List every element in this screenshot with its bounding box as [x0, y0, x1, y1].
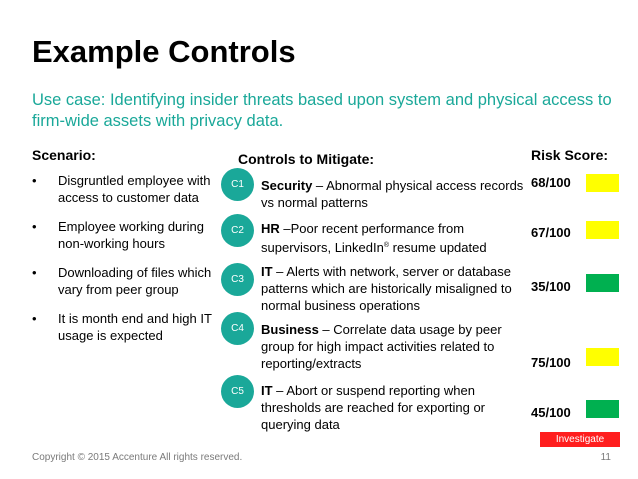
risk-score-value: 75/100 — [531, 355, 571, 370]
page-number: 11 — [600, 452, 611, 463]
risk-score-value: 68/100 — [531, 175, 571, 190]
control-item-c2: HR –Poor recent performance from supervisors, LinkedIn® resume updated — [261, 221, 487, 255]
list-item: • It is month end and high IT usage is expected — [32, 311, 212, 343]
control-badge-c1: C1 — [221, 168, 254, 201]
page-title: Example Controls — [32, 34, 296, 69]
control-badge-c2: C2 — [221, 214, 254, 247]
list-item: • Employee working during non-working hours — [32, 219, 204, 251]
risk-score-heading: Risk Score: — [531, 147, 609, 163]
risk-indicator — [586, 274, 619, 292]
risk-score-value: 45/100 — [531, 405, 571, 420]
risk-score-value: 35/100 — [531, 279, 571, 294]
risk-indicator — [586, 400, 619, 418]
risk-indicator — [586, 221, 619, 239]
risk-indicator — [586, 348, 619, 366]
control-badge-c5: C5 — [221, 375, 254, 408]
control-item-c3: IT – Alerts with network, server or database patterns which are historically misaligned to normal business operations — [261, 264, 512, 313]
copyright-footer: Copyright © 2015 Accenture All rights reserved. — [32, 452, 243, 463]
investigate-button[interactable]: Investigate — [540, 432, 620, 447]
control-item-c4: Business – Correlate data usage by peer group for high impact activities related to reporting/extracts — [261, 322, 502, 371]
scenario-list — [32, 172, 222, 356]
risk-indicator — [586, 174, 619, 192]
list-item: • Disgruntled employee with access to customer data — [32, 173, 211, 205]
control-item-c5: IT – Abort or suspend reporting when thresholds are reached for exporting or querying data — [261, 383, 486, 432]
control-item-c1: Security – Abnormal physical access records vs normal patterns — [261, 178, 524, 210]
scenario-heading: Scenario: — [32, 147, 96, 163]
control-badge-c4: C4 — [221, 312, 254, 345]
controls-heading: Controls to Mitigate: — [238, 151, 375, 167]
control-badge-c3: C3 — [221, 263, 254, 296]
risk-score-value: 67/100 — [531, 225, 571, 240]
use-case-subtitle: Use case: Identifying insider threats based upon system and physical access to firm-wide assets with privacy data. — [32, 91, 612, 130]
list-item: • Downloading of files which vary from peer group — [32, 265, 212, 297]
